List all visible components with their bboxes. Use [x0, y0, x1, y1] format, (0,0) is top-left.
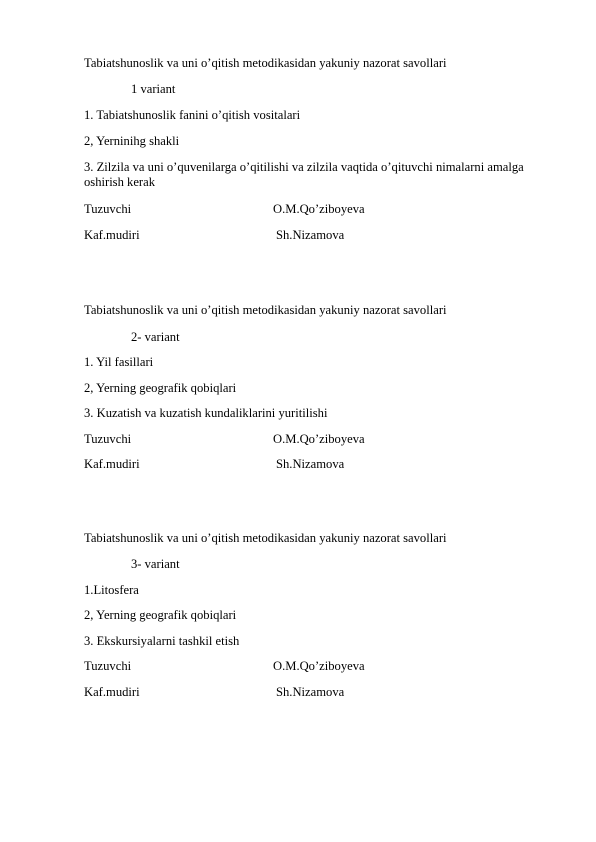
variant-3-signature-name-2: Sh.Nizamova — [276, 685, 345, 699]
variant-3-signature-name-1: O.M.Qo’ziboyeva — [273, 659, 365, 673]
variant-3-question-2: 2, Yerning geografik qobiqlari — [84, 608, 237, 622]
variant-1-signature-name-1: O.M.Qo’ziboyeva — [273, 202, 365, 216]
variant-2-title: Tabiatshunoslik va uni o’qitish metodikasidan yakuniy nazorat savollari — [84, 303, 447, 317]
variant-2-signature-name-2: Sh.Nizamova — [276, 457, 345, 471]
variant-3-label: 3- variant — [131, 557, 180, 571]
variant-1-signature-name-2: Sh.Nizamova — [276, 228, 345, 242]
variant-2-label: 2- variant — [131, 330, 180, 344]
variant-1-label: 1 variant — [131, 82, 176, 96]
variant-2-question-1: 1. Yil fasillari — [84, 355, 154, 369]
variant-3-signature-role-2: Kaf.mudiri — [84, 685, 140, 699]
variant-3-question-1: 1.Litosfera — [84, 583, 139, 597]
variant-3-title: Tabiatshunoslik va uni o’qitish metodikasidan yakuniy nazorat savollari — [84, 531, 447, 545]
variant-3-question-3: 3. Ekskursiyalarni tashkil etish — [84, 634, 240, 648]
variant-2-question-3: 3. Kuzatish va kuzatish kundaliklarini yuritilishi — [84, 406, 328, 420]
variant-2-signature-name-1: O.M.Qo’ziboyeva — [273, 432, 365, 446]
variant-1-question-3: 3. Zilzila va uni o’quvenilarga o’qitilishi va zilzila vaqtida o’qituvchi nimalarni amalga oshirish kerak — [84, 160, 524, 189]
variant-2-question-2: 2, Yerning geografik qobiqlari — [84, 381, 237, 395]
variant-2-signature-role-1: Tuzuvchi — [84, 432, 132, 446]
variant-2-signature-role-2: Kaf.mudiri — [84, 457, 140, 471]
variant-1-question-1: 1. Tabiatshunoslik fanini o’qitish vositalari — [84, 108, 301, 122]
variant-1-signature-role-2: Kaf.mudiri — [84, 228, 140, 242]
variant-1-question-2: 2, Yerninihg shakli — [84, 134, 180, 148]
variant-1-title: Tabiatshunoslik va uni o’qitish metodikasidan yakuniy nazorat savollari — [84, 56, 447, 70]
variant-1-signature-role-1: Tuzuvchi — [84, 202, 132, 216]
variant-3-signature-role-1: Tuzuvchi — [84, 659, 132, 673]
